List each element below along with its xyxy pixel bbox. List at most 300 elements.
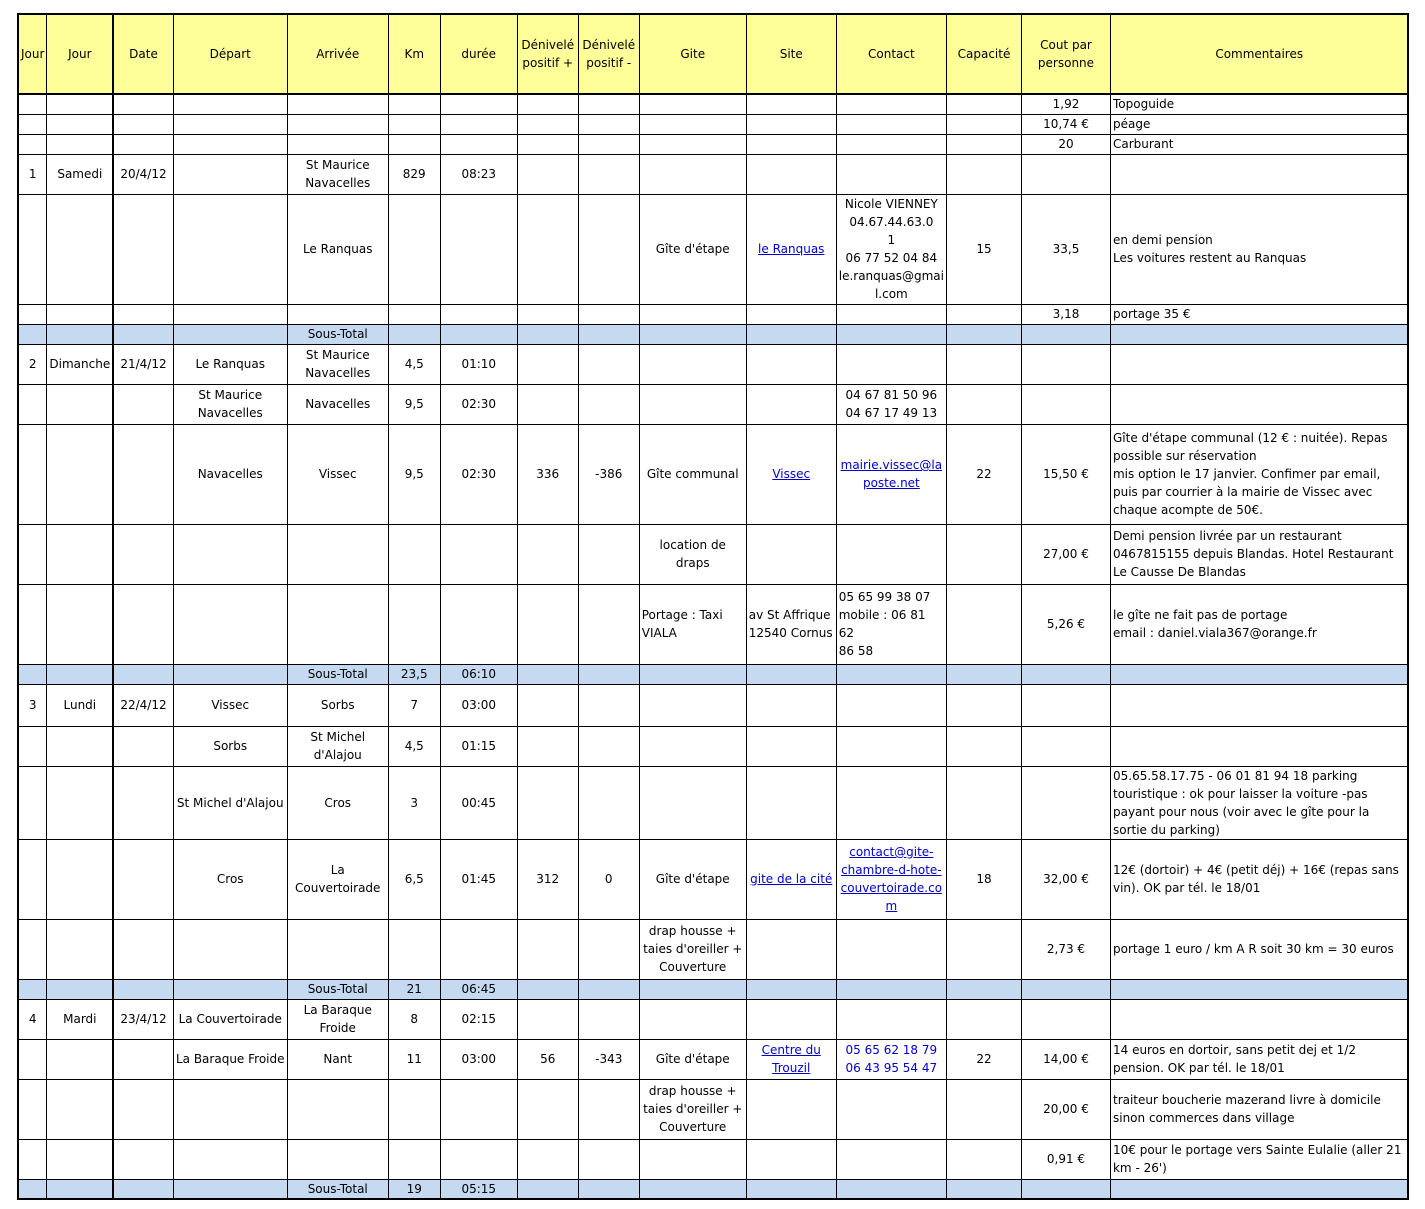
cell-capacite [946,154,1021,194]
cell-gite [639,766,746,839]
cell-gite [639,384,746,424]
cell-cout: 20 [1021,134,1110,154]
cell-jour [47,664,113,684]
header-row [18,14,1408,94]
cell-denivele-moins [578,999,639,1039]
cell-date: 23/4/12 [113,999,173,1039]
cell-arrivee: Navacelles [287,384,388,424]
cell-jour [47,766,113,839]
cell-commentaires: en demi pension Les voitures restent au Ranquas [1110,194,1408,304]
cell-denivele-plus [517,344,578,384]
cell-commentaires [1110,344,1408,384]
cell-jour-num [18,304,47,324]
cell-site [746,979,836,999]
cell-cout [1021,344,1110,384]
cell-depart: Sorbs [173,726,287,766]
cell-commentaires [1110,324,1408,344]
header-jour-num: Jour [18,14,47,94]
cell-denivele-plus [517,919,578,979]
cell-date [113,114,173,134]
cell-km [388,324,440,344]
cell-site [746,919,836,979]
cell-denivele-plus [517,684,578,726]
cell-gite [639,154,746,194]
header-km: Km [388,14,440,94]
cell-denivele-moins [578,584,639,664]
table-row [18,384,1408,424]
cell-arrivee: Sous-Total [287,324,388,344]
cell-gite [639,684,746,726]
cell-cout [1021,766,1110,839]
header-cout: Cout par personne [1021,14,1110,94]
cell-jour: Mardi [47,999,113,1039]
cell-jour-num [18,584,47,664]
cell-date [113,1139,173,1179]
cell-denivele-moins [578,979,639,999]
cell-denivele-moins [578,134,639,154]
cell-site [746,324,836,344]
cell-arrivee [287,1079,388,1139]
header-date: Date [113,14,173,94]
cell-date [113,584,173,664]
cell-contact [836,304,946,324]
cell-jour [47,1039,113,1079]
cell-capacite [946,324,1021,344]
cell-site [746,766,836,839]
cell-capacite [946,1139,1021,1179]
cell-contact: 05 65 99 38 07 mobile : 06 81 62 86 58 [836,584,946,664]
cell-capacite [946,1079,1021,1139]
cell-contact: 05 65 62 18 79 06 43 95 54 47 [836,1039,946,1079]
cell-jour-num [18,94,47,114]
cell-capacite [946,304,1021,324]
table-row [18,304,1408,324]
cell-duree: 02:30 [440,384,517,424]
cell-jour [47,919,113,979]
cell-capacite [946,726,1021,766]
cell-cout: 3,18 [1021,304,1110,324]
cell-gite [639,1179,746,1199]
header-gite: Gite [639,14,746,94]
cell-arrivee: Cros [287,766,388,839]
cell-duree [440,919,517,979]
cell-contact [836,726,946,766]
cell-jour-num: 4 [18,999,47,1039]
cell-commentaires [1110,384,1408,424]
cell-denivele-plus [517,114,578,134]
cell-cout [1021,324,1110,344]
cell-commentaires: Demi pension livrée par un restaurant 0467815155 depuis Blandas. Hotel Restaurant Le Causse De Blandas [1110,524,1408,584]
cell-jour: Samedi [47,154,113,194]
header-commentaires: Commentaires [1110,14,1408,94]
cell-arrivee: Le Ranquas [287,194,388,304]
cell-date [113,524,173,584]
cell-site [746,94,836,114]
table-row [18,1079,1408,1139]
cell-denivele-moins [578,194,639,304]
cell-denivele-moins [578,684,639,726]
cell-jour [47,1139,113,1179]
cell-denivele-plus [517,304,578,324]
cell-jour [47,584,113,664]
cell-date [113,1179,173,1199]
cell-commentaires: traiteur boucherie mazerand livre à domicile sinon commerces dans village [1110,1079,1408,1139]
header-jour: Jour [47,14,113,94]
header-arrivee: Arrivée [287,14,388,94]
cell-gite [639,1139,746,1179]
cell-duree [440,524,517,584]
cell-site [746,154,836,194]
cell-date [113,424,173,524]
cell-site [746,999,836,1039]
cell-arrivee: St Michel d'Alajou [287,726,388,766]
cell-jour [47,726,113,766]
cell-jour-num [18,1179,47,1199]
cell-contact [836,1179,946,1199]
cell-commentaires: 14 euros en dortoir, sans petit dej et 1/2 pension. OK par tél. le 18/01 [1110,1039,1408,1079]
cell-jour-num [18,524,47,584]
cell-gite: location de draps [639,524,746,584]
cell-cout [1021,1179,1110,1199]
cell-duree: 05:15 [440,1179,517,1199]
cell-km: 4,5 [388,344,440,384]
table-row [18,344,1408,384]
cell-denivele-plus [517,134,578,154]
cell-jour [47,524,113,584]
cell-depart: La Couvertoirade [173,999,287,1039]
cell-denivele-plus: 336 [517,424,578,524]
cell-duree [440,134,517,154]
cell-denivele-moins [578,324,639,344]
cell-duree: 03:00 [440,1039,517,1079]
cell-contact[interactable]: mairie.vissec@la poste.net [836,424,946,524]
cell-arrivee [287,304,388,324]
cell-km [388,94,440,114]
cell-km: 8 [388,999,440,1039]
cell-denivele-moins [578,304,639,324]
cell-arrivee: Sorbs [287,684,388,726]
cell-arrivee [287,1139,388,1179]
cell-denivele-plus: 312 [517,839,578,919]
cell-depart [173,154,287,194]
cell-contact [836,114,946,134]
cell-jour-num [18,1139,47,1179]
cell-capacite [946,94,1021,114]
cell-denivele-plus [517,154,578,194]
cell-capacite [946,919,1021,979]
cell-cout [1021,726,1110,766]
cell-jour-num: 2 [18,344,47,384]
cell-gite [639,664,746,684]
cell-cout: 27,00 € [1021,524,1110,584]
cell-cout: 20,00 € [1021,1079,1110,1139]
cell-jour-num [18,384,47,424]
cell-jour [47,979,113,999]
cell-contact [836,664,946,684]
cell-date [113,664,173,684]
cell-arrivee: Sous-Total [287,979,388,999]
cell-cout [1021,664,1110,684]
cell-site [746,1139,836,1179]
cell-depart [173,664,287,684]
cell-gite [639,304,746,324]
cell-commentaires: Gîte d'étape communal (12 € : nuitée). Repas possible sur réservation mis option le 17 janvier. Confimer par email, puis par courrier à la mairie de Vissec avec chaque acompte de 50€. [1110,424,1408,524]
cell-arrivee [287,524,388,584]
cell-jour: Lundi [47,684,113,726]
cell-site [746,384,836,424]
table-row [18,1039,1408,1079]
cell-km [388,194,440,304]
cell-denivele-moins [578,664,639,684]
cell-km: 21 [388,979,440,999]
cell-site[interactable]: Centre du Trouzil [746,1039,836,1079]
header-denivele-plus: Dénivelé positif + [517,14,578,94]
cell-jour-num [18,424,47,524]
cell-commentaires [1110,999,1408,1039]
cell-date [113,839,173,919]
cell-denivele-plus [517,999,578,1039]
cell-gite [639,324,746,344]
cell-duree: 08:23 [440,154,517,194]
cell-gite [639,999,746,1039]
header-site: Site [746,14,836,94]
cell-duree [440,1139,517,1179]
subtotal-row [18,324,1408,344]
cell-denivele-plus [517,1179,578,1199]
table-row [18,194,1408,304]
subtotal-row [18,664,1408,684]
table-body [18,14,1408,1199]
cell-denivele-plus [517,979,578,999]
cell-depart [173,979,287,999]
cell-cout: 15,50 € [1021,424,1110,524]
cell-gite: Gîte d'étape [639,194,746,304]
subtotal-row [18,1179,1408,1199]
cell-contact: Nicole VIENNEY 04.67.44.63.0 1 06 77 52 04 84 le.ranquas@gmai l.com [836,194,946,304]
cell-denivele-moins [578,94,639,114]
cell-km: 4,5 [388,726,440,766]
cell-gite [639,94,746,114]
cell-denivele-moins [578,1179,639,1199]
table-row [18,999,1408,1039]
cell-depart [173,194,287,304]
cell-denivele-plus [517,384,578,424]
cell-denivele-plus [517,194,578,304]
cell-cout: 33,5 [1021,194,1110,304]
cell-gite: drap housse + taies d'oreiller + Couverture [639,919,746,979]
cell-site: av St Affrique 12540 Cornus [746,584,836,664]
cell-jour-num [18,664,47,684]
cell-denivele-plus [517,1139,578,1179]
cell-cout: 10,74 € [1021,114,1110,134]
cell-denivele-plus [517,1079,578,1139]
cell-date [113,1039,173,1079]
cell-capacite [946,766,1021,839]
cell-denivele-plus [517,726,578,766]
cell-arrivee [287,114,388,134]
cell-denivele-moins: -343 [578,1039,639,1079]
cell-contact [836,94,946,114]
cell-arrivee [287,134,388,154]
cell-duree: 03:00 [440,684,517,726]
cell-cout: 0,91 € [1021,1139,1110,1179]
cell-date [113,766,173,839]
cell-depart [173,1139,287,1179]
cell-depart [173,94,287,114]
cell-commentaires: péage [1110,114,1408,134]
cell-duree: 02:15 [440,999,517,1039]
cell-denivele-plus [517,324,578,344]
cell-commentaires: 05.65.58.17.75 - 06 01 81 94 18 parking touristique : ok pour laisser la voiture -pas payant pour nous (voir avec le gîte pour la sortie du parking) [1110,766,1408,839]
cell-gite: Portage : Taxi VIALA [639,584,746,664]
cell-date [113,304,173,324]
cell-denivele-moins: -386 [578,424,639,524]
cell-denivele-plus [517,664,578,684]
cell-denivele-moins [578,919,639,979]
cell-jour-num [18,134,47,154]
cell-denivele-plus [517,524,578,584]
cell-km: 9,5 [388,384,440,424]
cell-capacite [946,134,1021,154]
cell-arrivee: La Baraque Froide [287,999,388,1039]
cell-depart [173,919,287,979]
table-row [18,684,1408,726]
cell-duree: 02:30 [440,424,517,524]
cell-denivele-moins [578,1079,639,1139]
cell-km: 9,5 [388,424,440,524]
cell-arrivee: Sous-Total [287,1179,388,1199]
cell-commentaires: portage 1 euro / km A R soit 30 km = 30 euros [1110,919,1408,979]
cell-contact [836,979,946,999]
cell-depart: Vissec [173,684,287,726]
cell-duree [440,324,517,344]
cell-duree [440,94,517,114]
cell-date: 20/4/12 [113,154,173,194]
cell-depart: St Maurice Navacelles [173,384,287,424]
cell-capacite [946,1179,1021,1199]
cell-km [388,1139,440,1179]
cell-jour: Dimanche [47,344,113,384]
cell-capacite [946,999,1021,1039]
cell-jour-num [18,1039,47,1079]
cell-date [113,1079,173,1139]
cell-arrivee: St Maurice Navacelles [287,344,388,384]
cell-site[interactable]: Vissec [746,424,836,524]
cell-site [746,344,836,384]
cell-site [746,664,836,684]
cell-arrivee [287,94,388,114]
cell-jour [47,94,113,114]
cell-denivele-moins [578,726,639,766]
cell-contact [836,1079,946,1139]
cell-cout: 2,73 € [1021,919,1110,979]
cell-jour [47,1079,113,1139]
cell-denivele-plus [517,584,578,664]
header-contact: Contact [836,14,946,94]
cell-depart [173,524,287,584]
cell-depart [173,1179,287,1199]
cell-duree [440,194,517,304]
cell-commentaires [1110,154,1408,194]
cell-site[interactable]: le Ranquas [746,194,836,304]
cell-km [388,1079,440,1139]
cell-denivele-moins [578,1139,639,1179]
table-row [18,1139,1408,1179]
cell-capacite: 22 [946,424,1021,524]
cell-contact[interactable]: contact@gite- chambre-d-hote- couvertoirade.co m [836,839,946,919]
cell-capacite: 22 [946,1039,1021,1079]
cell-contact [836,766,946,839]
cell-jour [47,194,113,304]
cell-commentaires [1110,979,1408,999]
cell-denivele-plus [517,94,578,114]
cell-contact [836,684,946,726]
table-row [18,134,1408,154]
cell-jour-num [18,324,47,344]
cell-capacite [946,684,1021,726]
cell-date [113,979,173,999]
cell-duree [440,304,517,324]
cell-jour-num [18,979,47,999]
cell-jour [47,324,113,344]
cell-depart: Le Ranquas [173,344,287,384]
cell-km [388,524,440,584]
cell-jour-num [18,766,47,839]
cell-contact [836,524,946,584]
cell-cout: 5,26 € [1021,584,1110,664]
cell-capacite [946,979,1021,999]
table-row [18,766,1408,839]
cell-denivele-moins [578,154,639,194]
cell-cout [1021,384,1110,424]
cell-jour-num [18,1079,47,1139]
cell-duree [440,1079,517,1139]
header-denivele-moins: Dénivelé positif - [578,14,639,94]
cell-commentaires: 12€ (dortoir) + 4€ (petit déj) + 16€ (repas sans vin). OK par tél. le 18/01 [1110,839,1408,919]
cell-jour-num: 1 [18,154,47,194]
table-row [18,584,1408,664]
cell-date: 22/4/12 [113,684,173,726]
cell-jour-num [18,114,47,134]
cell-duree: 00:45 [440,766,517,839]
table-row [18,94,1408,114]
cell-jour [47,424,113,524]
cell-duree: 01:45 [440,839,517,919]
cell-commentaires [1110,726,1408,766]
cell-capacite [946,524,1021,584]
cell-jour [47,304,113,324]
cell-site [746,1179,836,1199]
cell-site[interactable]: gite de la cité [746,839,836,919]
cell-date [113,384,173,424]
cell-gite: Gîte d'étape [639,839,746,919]
cell-jour-num [18,726,47,766]
cell-arrivee: Vissec [287,424,388,524]
cell-denivele-moins [578,344,639,384]
cell-km: 829 [388,154,440,194]
table-row [18,839,1408,919]
cell-km: 6,5 [388,839,440,919]
cell-site [746,1079,836,1139]
cell-capacite: 18 [946,839,1021,919]
cell-duree: 01:10 [440,344,517,384]
cell-site [746,524,836,584]
cell-cout: 1,92 [1021,94,1110,114]
cell-denivele-moins: 0 [578,839,639,919]
cell-depart [173,584,287,664]
trip-planning-table [17,13,1409,1200]
header-duree: durée [440,14,517,94]
